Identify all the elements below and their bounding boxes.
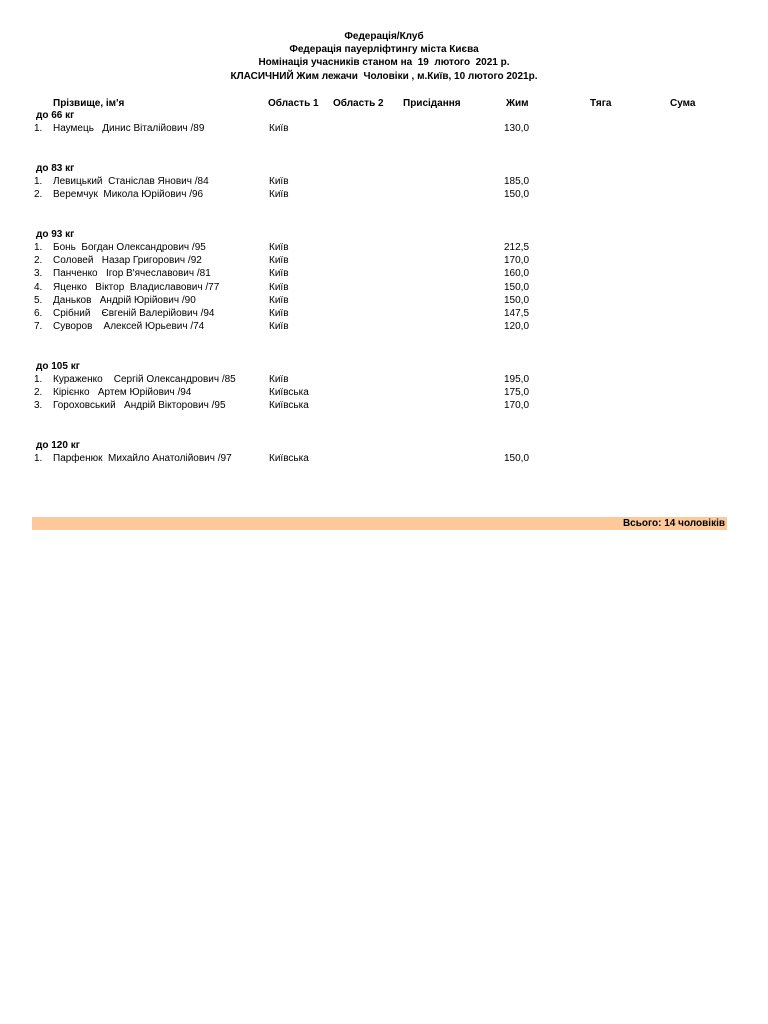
athlete-name: Веремчук Микола Юрійович /96 (53, 189, 204, 201)
athlete-row (0, 387, 768, 400)
total-bar (32, 517, 727, 530)
header-nomination-date: Номінація учасників станом на 19 лютого 2021 р. (258, 57, 510, 69)
athlete-num: 1. (34, 374, 43, 385)
athlete-name: Парфенюк Михайло Анатолійович /97 (53, 453, 232, 464)
athlete-bench: 150,0 (504, 281, 530, 293)
athlete-num: 2. (34, 255, 43, 267)
athlete-name: Яценко Віктор Владиславович /77 (53, 281, 220, 293)
athlete-name: Наумець Динис Віталійович /89 (53, 123, 205, 134)
column-header-region1: Область 1 (268, 98, 319, 109)
column-header-deadlift: Тяга (590, 98, 612, 109)
athlete-row (0, 295, 768, 308)
athlete-name: Соловей Назар Григорович /92 (53, 255, 202, 267)
athlete-bench: 195,0 (504, 374, 530, 385)
column-header-region2: Область 2 (333, 98, 384, 109)
athlete-num: 1. (34, 453, 43, 464)
athlete-bench: 170,0 (504, 255, 530, 267)
athlete-num: 2. (34, 189, 43, 201)
weight-class-title: до 93 кг (36, 229, 75, 240)
athlete-row (0, 374, 768, 387)
athlete-bench: 147,5 (504, 308, 530, 319)
athlete-row (0, 308, 768, 321)
athlete-region: Київська (269, 400, 309, 412)
athlete-num: 3. (34, 400, 43, 412)
athlete-row (0, 242, 768, 255)
athlete-region: Київська (269, 453, 309, 464)
weight-class-title: до 83 кг (36, 163, 75, 174)
athlete-bench: 170,0 (504, 400, 530, 412)
athlete-row (0, 400, 768, 413)
athlete-bench: 130,0 (504, 123, 530, 134)
athlete-bench: 212,5 (504, 242, 530, 253)
weight-class-title: до 66 кг (36, 110, 75, 121)
athlete-region: Київська (269, 387, 309, 399)
athlete-region: Київ (269, 123, 289, 134)
athlete-name: Срібний Євгеній Валерійович /94 (53, 308, 215, 319)
athlete-bench: 150,0 (504, 294, 530, 306)
athlete-row (0, 321, 768, 334)
athlete-name: Кірієнко Артем Юрійович /94 (53, 387, 192, 399)
athlete-row (0, 453, 768, 466)
column-header-squat: Присідання (403, 98, 461, 109)
header-event-title: КЛАСИЧНИЙ Жим лежачи Чоловіки , м.Київ, 10 лютого 2021р. (230, 70, 538, 82)
athlete-num: 1. (34, 242, 43, 253)
athlete-region: Київ (269, 321, 289, 333)
athlete-region: Київ (269, 176, 289, 187)
athlete-name: Суворов Алексей Юрьевич /74 (53, 321, 205, 333)
athlete-row (0, 255, 768, 268)
athlete-row (0, 189, 768, 202)
athlete-region: Київ (269, 374, 289, 385)
athlete-num: 2. (34, 387, 43, 399)
athlete-name: Панченко Ігор В'ячеславович /81 (53, 268, 211, 280)
athlete-num: 6. (34, 308, 43, 319)
athlete-region: Київ (269, 268, 289, 280)
athlete-name: Даньков Андрій Юрійович /90 (53, 294, 196, 306)
athlete-num: 1. (34, 176, 43, 187)
athlete-bench: 150,0 (504, 453, 530, 464)
header-federation-name: Федерація пауерліфтингу міста Києва (289, 44, 479, 56)
athlete-bench: 160,0 (504, 268, 530, 280)
header-federation-club: Федерація/Клуб (344, 31, 424, 42)
athlete-bench: 120,0 (504, 321, 530, 333)
athlete-name: Гороховський Андрій Вікторович /95 (53, 400, 226, 412)
athlete-region: Київ (269, 281, 289, 293)
column-header-total: Сума (670, 98, 696, 109)
athlete-region: Київ (269, 255, 289, 267)
athlete-num: 4. (34, 281, 43, 293)
athlete-row (0, 282, 768, 295)
athlete-region: Київ (269, 242, 289, 253)
weight-class-title: до 105 кг (36, 361, 80, 372)
athlete-region: Київ (269, 294, 289, 306)
athlete-name: Бонь Богдан Олександрович /95 (53, 242, 206, 253)
athlete-bench: 150,0 (504, 189, 530, 201)
athlete-row (0, 123, 768, 136)
athlete-num: 7. (34, 321, 43, 333)
athlete-region: Київ (269, 189, 289, 201)
column-header-bench: Жим (506, 98, 529, 109)
athlete-row (0, 176, 768, 189)
athlete-region: Київ (269, 308, 289, 319)
column-header-name: Прізвище, ім'я (53, 98, 125, 109)
athlete-num: 5. (34, 294, 43, 306)
athlete-row (0, 268, 768, 281)
athlete-name: Левицький Станіслав Янович /84 (53, 176, 209, 187)
athlete-bench: 175,0 (504, 387, 530, 399)
weight-class-title: до 120 кг (36, 440, 80, 451)
athlete-num: 1. (34, 123, 43, 134)
athlete-num: 3. (34, 268, 43, 280)
total-count: Всього: 14 чоловіків (622, 518, 725, 529)
athlete-name: Кураженко Сергій Олександрович /85 (53, 374, 236, 385)
athlete-bench: 185,0 (504, 176, 530, 187)
